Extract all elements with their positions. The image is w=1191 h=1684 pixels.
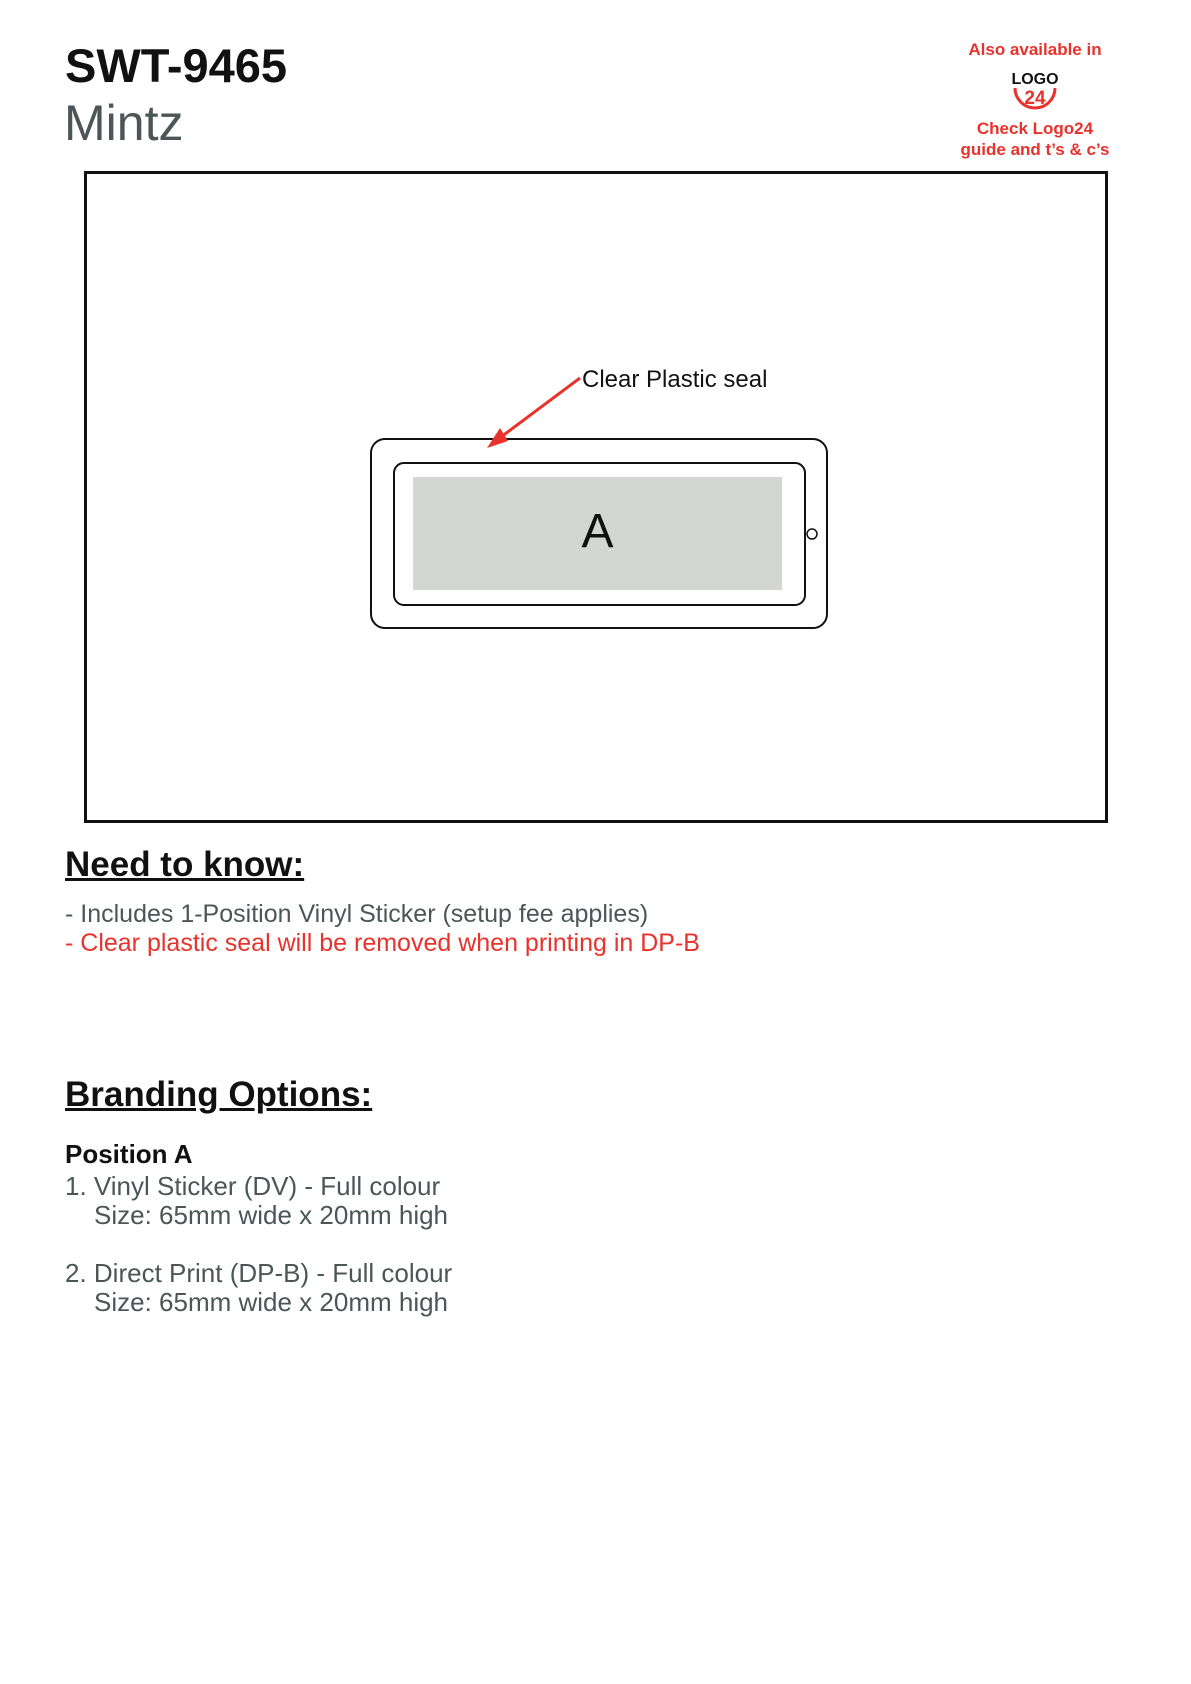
callout-arrow-line xyxy=(497,378,580,440)
position-a-heading: Position A xyxy=(65,1139,193,1169)
logo-text-bottom: 24 xyxy=(1024,88,1046,109)
callout-label: Clear Plastic seal xyxy=(582,366,768,393)
position-label: A xyxy=(581,505,614,558)
product-name: Mintz xyxy=(64,95,184,151)
option-1-label: 1. Vinyl Sticker (DV) - Full colour xyxy=(65,1171,441,1201)
promo-line-2: Check Logo24 xyxy=(976,119,1094,138)
product-code: SWT-9465 xyxy=(65,39,288,92)
hinge-dot xyxy=(807,529,817,539)
promo-line-3: guide and t’s & c’s xyxy=(960,140,1110,159)
need-to-know-heading: Need to know: xyxy=(65,845,305,884)
note-item: - Includes 1-Position Vinyl Sticker (setup fee applies) xyxy=(65,900,649,928)
option-2-size: Size: 65mm wide x 20mm high xyxy=(94,1287,449,1317)
option-2-label: 2. Direct Print (DP-B) - Full colour xyxy=(65,1258,453,1288)
warning-note-item: - Clear plastic seal will be removed when printing in DP-B xyxy=(65,929,700,957)
logo-text-top: LOGO xyxy=(1011,71,1059,88)
promo-text: Also available in xyxy=(968,40,1102,59)
option-1-size: Size: 65mm wide x 20mm high xyxy=(94,1200,449,1230)
branding-options-heading: Branding Options: xyxy=(65,1075,373,1114)
